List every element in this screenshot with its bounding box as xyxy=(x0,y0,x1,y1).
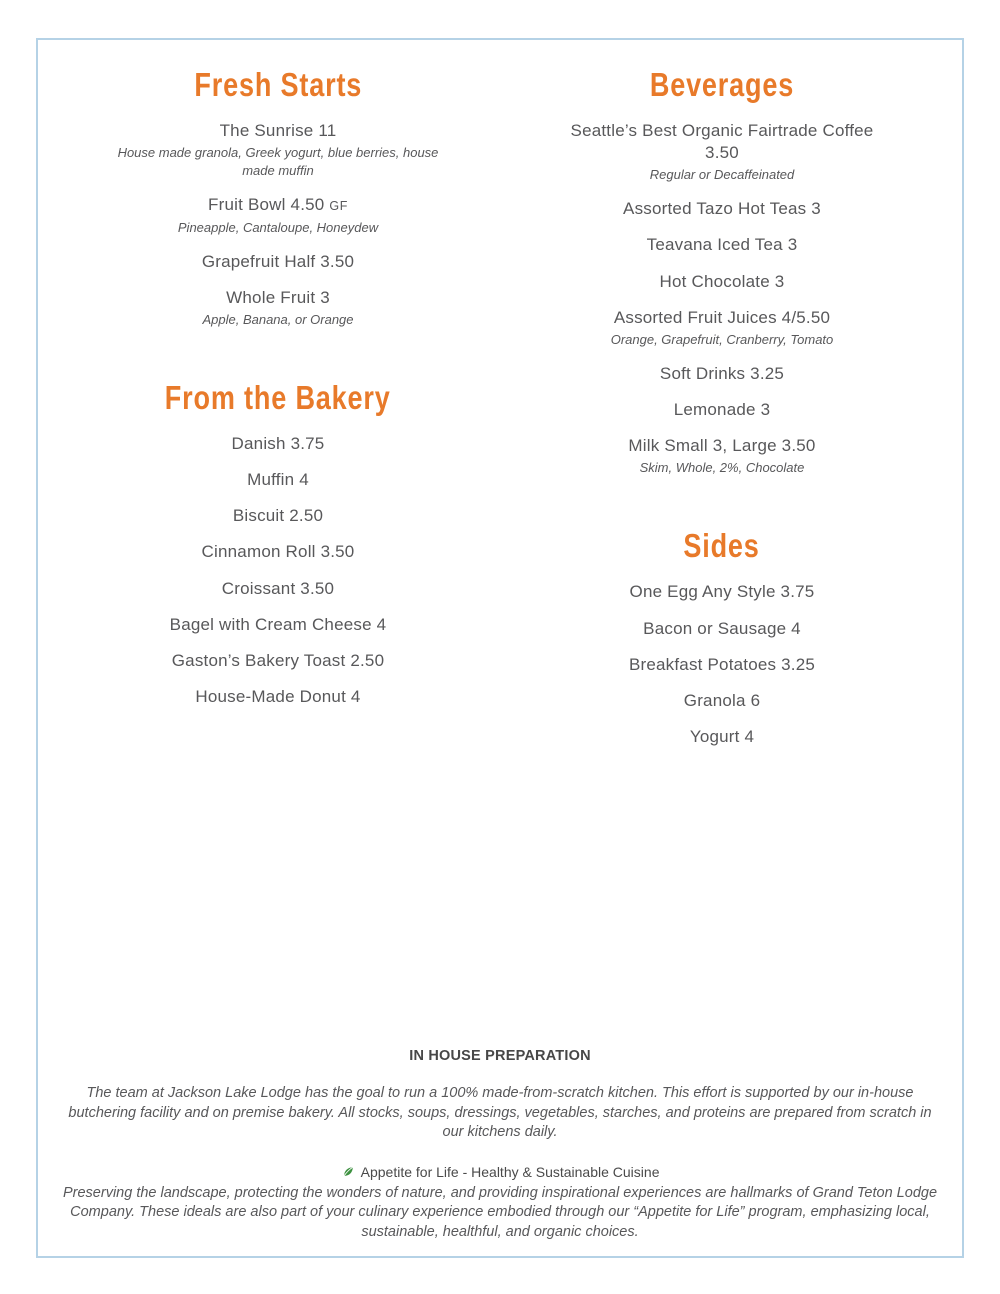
appetite-for-life-text: Appetite for Life - Healthy & Sustainable Cuisine xyxy=(360,1164,660,1181)
menu-item-name: Croissant 3.50 xyxy=(221,578,335,598)
menu-item-name: Bacon or Sausage 4 xyxy=(643,618,801,638)
menu-item xyxy=(500,307,944,349)
menu-item-desc: Skim, Whole, 2%, Chocolate xyxy=(639,460,805,476)
menu-item xyxy=(500,726,944,748)
menu-item xyxy=(500,618,944,640)
menu-item-name: Yogurt 4 xyxy=(689,726,755,746)
menu-item-name: Seattle’s Best Organic Fairtrade Coffee xyxy=(570,121,874,140)
menu-item-name: Breakfast Potatoes 3.25 xyxy=(628,654,816,674)
menu-item xyxy=(500,120,944,184)
section-bakery xyxy=(56,379,500,708)
appetite-for-life-line xyxy=(56,1164,944,1182)
menu-item xyxy=(500,198,944,220)
menu-item-name: Muffin 4 xyxy=(247,470,309,490)
menu-item xyxy=(500,690,944,712)
section-title-fresh-starts: Fresh Starts xyxy=(194,66,362,103)
menu-item-name-text: Fruit Bowl 4.50 xyxy=(208,195,325,215)
section-title-sides: Sides xyxy=(683,527,761,565)
menu-item-name: Cinnamon Roll 3.50 xyxy=(201,542,355,562)
menu-item-desc: Pineapple, Cantaloupe, Honeydew xyxy=(177,219,379,235)
menu-item-name: House-Made Donut 4 xyxy=(195,686,361,706)
menu-item xyxy=(56,469,500,491)
menu-item xyxy=(56,433,500,455)
menu-item-desc: Apple, Banana, or Orange xyxy=(202,311,354,327)
in-house-preparation-heading: IN HOUSE PREPARATION xyxy=(409,1048,591,1065)
menu-item-name: The Sunrise 11 xyxy=(219,121,337,140)
menu-item-name: Grapefruit Half 3.50 xyxy=(201,251,355,271)
gluten-free-tag: GF xyxy=(329,199,348,214)
menu-item-name: Bagel with Cream Cheese 4 xyxy=(169,614,387,634)
menu-item-desc: House made granola, Greek yogurt, blue berries, house made muffin xyxy=(117,145,439,179)
section-title-beverages: Beverages xyxy=(649,66,795,103)
appetite-for-life-paragraph: Preserving the landscape, protecting the wonders of nature, and providing inspirational experiences are hallmarks of Grand Teton Lodge Company. These ideals are also part of your culinary experience embodied through our “Appetite for Life” program, emphasizing local, sustainable, healthful, and organic choices. xyxy=(62,1185,938,1240)
section-fresh-starts xyxy=(56,66,500,329)
menu-item xyxy=(56,650,500,672)
menu-item-name: Whole Fruit 3 xyxy=(226,287,330,307)
menu-item xyxy=(500,399,944,421)
footer xyxy=(56,1048,944,1242)
section-title-bakery: From the Bakery xyxy=(165,379,391,417)
menu-item-name: Lemonade 3 xyxy=(673,400,771,420)
menu-item xyxy=(56,686,500,708)
menu-item-name: Milk Small 3, Large 3.50 xyxy=(628,436,816,456)
section-beverages xyxy=(500,66,944,477)
menu-item xyxy=(500,654,944,676)
in-house-preparation-paragraph: The team at Jackson Lake Lodge has the goal to run a 100% made-from-scratch kitchen. This effort is supported by our in-house butchering facility and on premise bakery. All stocks, soups, dressings, vegetables, starches, and proteins are prepared from scratch in our kitchens daily. xyxy=(68,1085,932,1140)
menu-item-name: Teavana Iced Tea 3 xyxy=(646,235,798,255)
menu-item-name: Soft Drinks 3.25 xyxy=(659,363,785,383)
left-column xyxy=(56,66,500,762)
menu-item xyxy=(56,578,500,600)
menu-item-desc: Orange, Grapefruit, Cranberry, Tomato xyxy=(610,331,834,347)
menu-item-name: Hot Chocolate 3 xyxy=(659,271,785,291)
menu-item-desc: Regular or Decaffeinated xyxy=(649,167,795,183)
menu-item-name: Danish 3.75 xyxy=(231,434,325,454)
menu-item xyxy=(56,194,500,236)
menu-item xyxy=(56,287,500,329)
menu-item xyxy=(56,505,500,527)
menu-columns xyxy=(56,66,944,762)
menu-item-name: One Egg Any Style 3.75 xyxy=(629,582,815,602)
leaf-icon xyxy=(341,1164,356,1182)
menu-item xyxy=(56,614,500,636)
menu-item-name: Assorted Fruit Juices 4/5.50 xyxy=(613,307,831,327)
menu-item xyxy=(500,581,944,603)
menu-item-name xyxy=(78,194,478,216)
menu-page-frame xyxy=(36,38,964,1258)
menu-item xyxy=(500,435,944,477)
menu-item xyxy=(56,541,500,563)
menu-item-name: Biscuit 2.50 xyxy=(232,506,324,526)
menu-item-name: Assorted Tazo Hot Teas 3 xyxy=(623,199,821,219)
section-sides xyxy=(500,527,944,747)
right-column xyxy=(500,66,944,762)
menu-item xyxy=(500,271,944,293)
menu-item xyxy=(56,120,500,180)
menu-item-name: Granola 6 xyxy=(683,690,761,710)
menu-item-price: 3.50 xyxy=(705,143,739,163)
menu-item-name: Gaston’s Bakery Toast 2.50 xyxy=(171,650,385,670)
menu-item xyxy=(56,251,500,273)
menu-item xyxy=(500,234,944,256)
menu-item xyxy=(500,363,944,385)
